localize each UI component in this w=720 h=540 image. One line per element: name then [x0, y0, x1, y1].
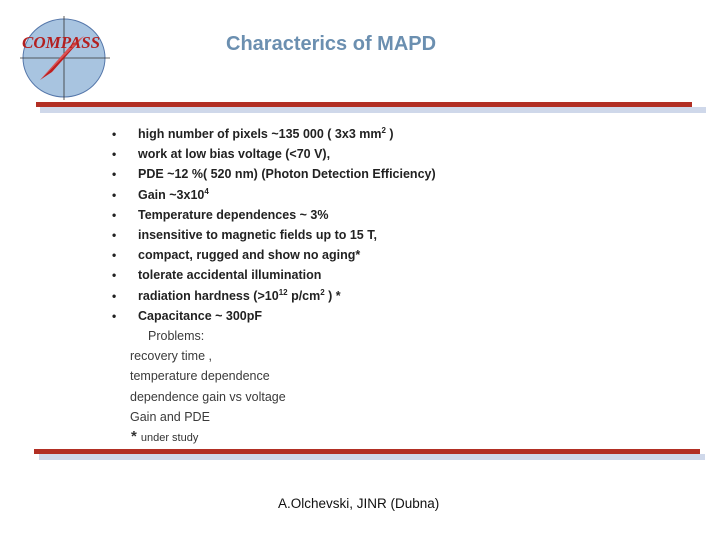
top-rule	[36, 102, 692, 107]
bullet-marker: •	[112, 248, 117, 263]
bullet-marker: •	[112, 187, 117, 202]
footer-author: A.Olchevski, JINR (Dubna)	[278, 496, 440, 511]
bullet-marker: •	[112, 207, 117, 222]
bullet-marker: •	[112, 288, 117, 303]
bottom-rule-shadow	[39, 454, 705, 460]
compass-logo	[18, 14, 118, 100]
footnote-star: *	[131, 428, 137, 445]
bullet-marker: •	[112, 167, 117, 182]
top-rule-shadow	[40, 107, 706, 113]
bullet-marker: •	[112, 227, 117, 242]
bullet-marker: •	[112, 308, 117, 323]
footnote	[131, 428, 198, 446]
problems-list	[130, 326, 286, 427]
list-item: temperature dependence	[130, 369, 270, 384]
list-item: recovery time ,	[130, 349, 212, 364]
bullet-marker: •	[112, 127, 117, 141]
bullet-marker: •	[112, 147, 117, 162]
list-item: Gain and PDE	[130, 409, 210, 424]
slide-title: Characterics of MAPD	[226, 33, 437, 55]
list-item: dependence gain vs voltage	[130, 389, 286, 404]
footnote-text: under study	[140, 432, 199, 444]
problems-heading: Problems:	[148, 329, 205, 343]
logo-text: COMPASS	[22, 33, 101, 52]
bottom-rule	[34, 449, 700, 454]
bullet-marker: •	[112, 268, 117, 283]
